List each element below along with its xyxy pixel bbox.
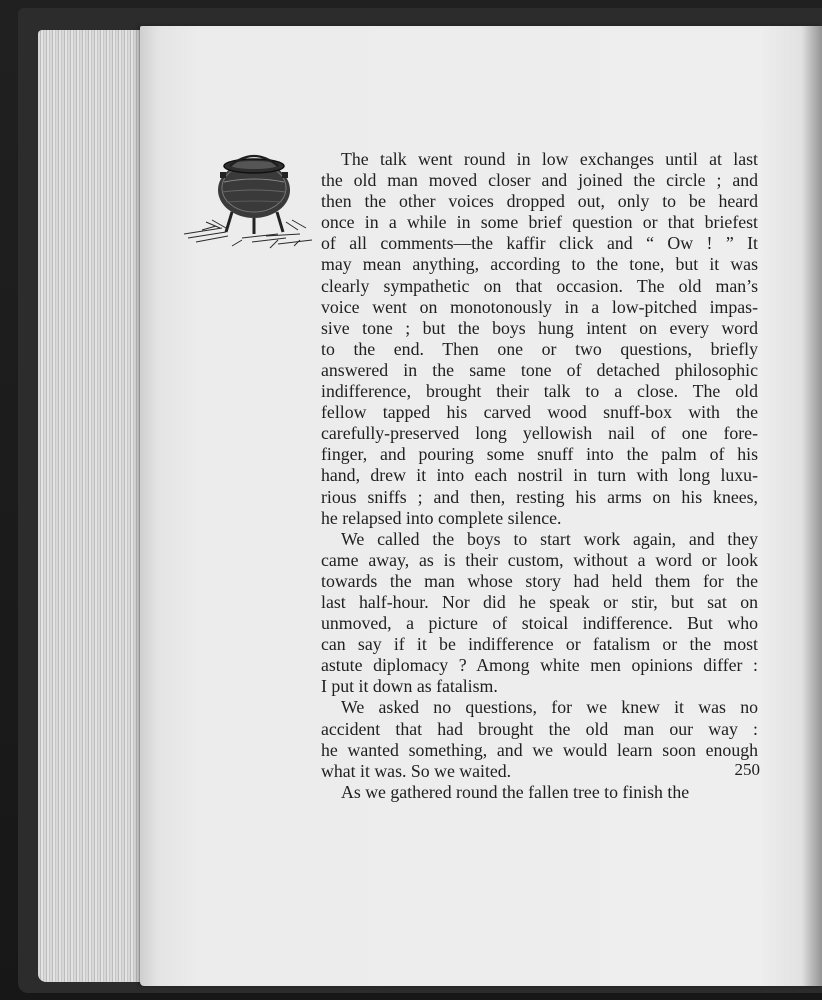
text-line: fellow tapped his carved wood snuff-box with the	[321, 402, 758, 423]
page-number: 250	[734, 760, 760, 779]
paragraph	[321, 149, 758, 529]
text-line: The talk went round in low exchanges until at last	[341, 149, 758, 169]
text-line: accident that had brought the old man our way :	[321, 718, 758, 739]
text-line: may mean anything, according to the tone, but it was	[321, 254, 758, 275]
text-line: We called the boys to start work again, and they	[341, 528, 758, 549]
text-line: sive tone ; but the boys hung intent on every word	[321, 317, 758, 338]
text-line: he wanted something, and we would learn soon enough	[321, 739, 758, 760]
page-edges	[38, 30, 150, 982]
body-text	[321, 149, 758, 803]
text-line: he relapsed into complete silence.	[321, 507, 562, 528]
text-line: We asked no questions, for we knew it was no	[341, 697, 758, 718]
text-line: last half-hour. Nor did he speak or stir, but sat on	[321, 591, 758, 612]
text-line: of all comments—the kaffir click and “ Ow ! ” It	[321, 233, 758, 254]
text-line: once in a while in some brief question or that briefest	[321, 212, 758, 233]
text-line: voice went on monotonously in a low-pitched impas-	[321, 296, 758, 317]
cooking-pot-illustration-icon	[182, 148, 322, 258]
text-line: carefully-preserved long yellowish nail of one fore-	[321, 423, 758, 444]
text-line: indifference, brought their talk to a close. The old	[321, 381, 758, 402]
text-line: the old man moved closer and joined the circle ; and	[321, 170, 758, 191]
text-line: came away, as is their custom, without a word or look	[321, 549, 758, 570]
text-line: then the other voices dropped out, only to be heard	[321, 191, 758, 212]
text-line: hand, drew it into each nostril in turn with long luxu-	[321, 465, 758, 486]
text-line: towards the man whose story had held them for the	[321, 570, 758, 591]
page-gutter-shadow	[802, 26, 822, 986]
text-line: unmoved, a picture of stoical indifference. But who	[321, 613, 758, 634]
text-line: rious sniffs ; and then, resting his arms on his knees,	[321, 486, 758, 507]
paragraph	[321, 697, 758, 781]
text-line: As we gathered round the fallen tree to finish the	[341, 781, 690, 802]
text-line: to the end. Then one or two questions, briefly	[321, 338, 758, 359]
text-line: astute diplomacy ? Among white men opinions differ :	[321, 655, 758, 676]
text-line: clearly sympathetic on that occasion. The old man’s	[321, 275, 758, 296]
text-line: what it was. So we waited.	[321, 760, 512, 781]
paragraph	[321, 529, 758, 698]
text-line: I put it down as fatalism.	[321, 676, 498, 697]
text-line: answered in the same tone of detached philosophic	[321, 359, 758, 380]
text-line: can say if it be indifference or fatalism or the most	[321, 634, 758, 655]
paragraph	[321, 782, 758, 803]
text-line: finger, and pouring some snuff into the palm of his	[321, 444, 758, 465]
